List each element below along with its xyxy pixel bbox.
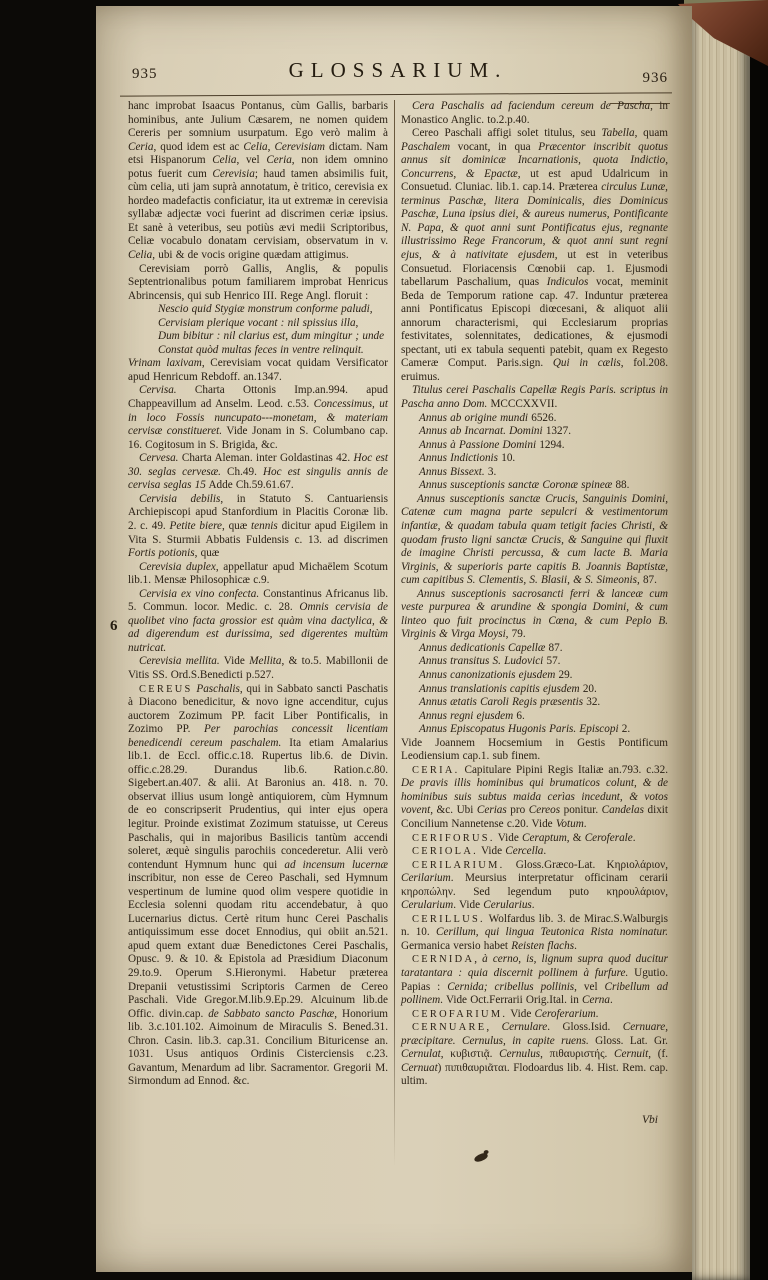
paragraph: CEREUS Paschalis, qui in Sabbato sancti Paschatis à Diacono benedicitur, & novo igne accenditur, cujus auctorem Zozimum PP. facit Liber Pontificalis, in Zozimo PP. Per parochias concessit licentiam benedicendi cereum paschalem. Ita etiam Amalarius lib.1. de Eccl. offic.c.18. Rupertus lib.6. de Divin. offic.c.28.29. Durandus lib.6. Ration.c.80. Sigebert.an.407. & alii. At Baronius an. 418. n. 70. observat illius usum longè antiquiorem, cùm Hymnum de eo conscripserit Prudentius, qui inter ejus opera legitur. Proinde existimat Zozimum statuisse, ut Cereus Paschalis, qui in majoribus Basilicis tantùm accendi soleret, æquè singulis parochiis concederetur. Alii verò contendunt Hymnum hunc qui ad incensum lucernæ inscribitur, non esse de Cereo Paschali, sed Hymnum vespertinum de lumine quod olim vespere quotidie in Ecclesia solenni quodam ritu accendebatur, à quo Lucernarius dictus. Certè ritum hunc Cerei Paschalis antiquissimum esse docet Ennodius, qui obiit an.521. apud quem extant duæ Benedictones Cerei Paschalis, Opusc. 9. & 10. & Epistola ad Præsidium Diaconum 29.to.9. Operum S.Hieronymi. Habetur præterea Drepanii vetustissimi Scriptoris Carmen de Cereo Paschali. Vide Gregor.M.lib.9.Ep.29. Alcuinum lib.de Offic. divin.cap. de Sabbato sancto Paschæ, Honorium lib. 3.c.101.102. Aimoinum de Miraculis S. Bened.31. Chron. Casin. lib.3. cap.31. Concilium Bituricense an. 1031. Usus antiquos Ordinis Cisterciensis c.23. Gavantum, Menardum ad libr. Sacramentor. Gregorii M. Sirmondum ad Ennod. &c. [128, 682, 388, 1088]
paragraph: Annus susceptionis sacrosancti ferri & lanceæ cum veste purpurea & arundine & spongia Domini, & cum linteo quo fuit procinctus in Cœna, & cum Peplo B. Virginis & Virga Moysi, 79. [401, 587, 668, 641]
paragraph: CERNUARE, Cernulare. Gloss.Isid. Cernuare, præcipitare. Cernulus, in capite ruens. Gloss. Lat. Gr. Cernulat, κυβιστιᾷ. Cernulus, πιθαυριστής. Cernuit, (f. Cernuat) πιπιθαυριᾶται. Flodoardus lib. 4. Hist. Rem. cap. ultim. [401, 1021, 668, 1088]
book-page [96, 6, 692, 1272]
paragraph: Annus regni ejusdem 6. [419, 709, 525, 722]
entry-headword: CERNIDA [412, 954, 475, 966]
paragraph: CERILARIUM. Gloss.Græco-Lat. Κηριολάριον, Cerilarium. Meursius interpretatur officinam cerarii κηροπώλην. Sed legendum puto κηρουλάριον, Cerularium. Vide Cerularius. [401, 858, 668, 912]
paragraph: Annus ætatis Caroli Regis præsentis 32. [419, 696, 601, 709]
paragraph: Cera Paschalis ad faciendum cereum de Pascha, in Monastico Anglic. to.2.p.40. [401, 100, 668, 126]
paragraph: Cerevisia duplex, appellatur apud Michaëlem Scotum lib.1. Mensæ Philosophicæ c.9. [128, 560, 388, 587]
paragraph: Annus susceptionis sanctæ Crucis, Sanguinis Domini, Catenæ cum magna parte sepulcri & vestimentorum infantiæ, & quadam tabula quam tetigit facies Christi, & quodam frusto ligni sanctæ Crucis, & Sanguine qui fluxit de imagine Christi percussa, & cum lacte B. Maria Virginis, & superioris parte capitis B. Joannis Baptistæ, cum capitibus S. Clementis, S. Blasii, & S. Simeonis, 87. [401, 492, 668, 587]
paragraph: Cervesa. Charta Aleman. inter Goldastinas 42. Hoc est 30. seglas cervesæ. Ch.49. Hoc est singulis annis de cervisa seglas 15 Adde Ch.59.61.67. [128, 452, 389, 492]
paragraph: Constat quòd multas feces in ventre relinquit. [158, 343, 364, 356]
paragraph: Annus canonizationis ejusdem 29. [419, 668, 573, 681]
paragraph: Annus dedicationis Capellæ 87. [419, 641, 563, 654]
paragraph: Cerevisia mellita. Vide Mellita, & to.5. Mabillonii de Vitis SS. Ord.S.Benedicti p.527. [128, 655, 388, 681]
page-number-right: 936 [642, 70, 668, 86]
paragraph: Cervisa. Charta Ottonis Imp.an.994. apud Chappeavillum ad Anselm. Leod. c.53. Concessimus, ut in loco Fossis nuncupato---monetam, & materiam cervisæ constitueret. Vide Jonam in S. Columbano cap. 16. Cogitosum in S. Brigida, &c. [128, 384, 389, 451]
entry-headword: CERNUARE [412, 1022, 487, 1034]
paragraph: Titulus cerei Paschalis Capellæ Regis Paris. scriptus in Pascha anno Dom. MCCCXXVII. [401, 384, 668, 411]
paragraph: Vide Joannem Hocsemium in Gestis Pontificum Leodiensium cap.1. sub finem. [401, 736, 668, 763]
left-column [128, 100, 388, 1178]
column-divider [394, 100, 395, 1166]
paragraph: Cerevisiam porrò Gallis, Anglis, & populis Septentrionalibus potum familiarem improbat Henricus Abrincensis, qui sub Henrico III. Rege Angl. floruit : [128, 262, 388, 302]
paragraph: CERNIDA, à cerno, is, lignum supra quod ducitur taratantara : quia discernit pollinem à furfure. Ugutio. Papias : Cernida; cribellus pollinis, vel Cribellum ad pollinem. Vide Oct.Ferrarii Orig.Ital. in Cerna. [401, 953, 668, 1007]
paragraph: Annus Bissext. 3. [419, 465, 497, 478]
entry-headword: CERILLUS. [412, 913, 485, 925]
entry-headword: CEROFARIUM. [412, 1008, 508, 1020]
paragraph: Annus transitus S. Ludovici 57. [419, 655, 561, 668]
paragraph: Cervisiam plerique vocant : nil spissius illa, [158, 316, 359, 329]
page-number-left: 935 [132, 66, 158, 82]
paragraph: hanc improbat Isaacus Pontanus, cùm Gallis, barbaris hominibus, ante Julium Cæsarem, ne nomen quidem Cereris per somnium usurpatum. Ego verò malim à Ceria, quod idem est ac Celia, Cerevisiam dictam. Nam etsi Hispanorum Celia, vel Ceria, non idem omnino potus fuerit cum Cerevisia; haud tamen absimilis fuit, cùm celia, uti jam suprà annotatum, è tritico, cerevisia ex hordeo madefactis conficiatur, ita ut extremæ in cerevisia syllabæ adjectæ voci fuerint ad discrimen ceriæ ipsius. Et sanè à veteribus, seu potiùs ævi medii Scriptoribus, Celiæ vocabulo donatam cervisiam, observatum in v. Celia, ubi & de vocis origine quædam attigimus. [128, 100, 389, 262]
paragraph: Annus Episcopatus Hugonis Paris. Episcopi 2. [419, 723, 631, 736]
paragraph: Annus susceptionis sanctæ Coronæ spineæ 88. [419, 479, 630, 492]
paragraph: CERILLUS. Wolfardus lib. 3. de Mirac.S.Walburgis n. 10. Cerillum, qui lingua Teutonica Rista nominatur. Germanica versio habet Reisten flachs. [401, 912, 668, 952]
paragraph: Vrinam laxivam, Cerevisiam vocat quidam Versificator apud Henricum Rebdoff. an.1347. [128, 357, 388, 383]
entry-headword: CERIOLA. [412, 846, 479, 858]
page-header [122, 58, 674, 88]
paragraph: Cereo Paschali affigi solet titulus, seu Tabella, quam Paschalem vocant, in qua Præcentor inscribit quotus annus sit dominicæ Incarnationis, quota Indictio, Concurrens, & Epactæ, ut est apud Udalricum in Consuetud. Cluniac. lib.1. cap.14. Præterea circulus Lunæ, terminus Paschæ, litera Dominicalis, dies Dominicus Paschæ, Luna ipsius diei, & aureus numerus, Pontificante N. Papa, & quot anni sunt Pontificatus ejus, regnante illustrissimo Rege Francorum, & quot anni sunt regni ejus, & à nativitate ejusdem, ut est in veteribus Consuetud. Floriacensis Cœnobii cap. 1. Ejusmodi tabellarum Paschalium, quas Indiculos vocat, meminit Beda de Temporum ratione cap. 47. Induntur præterea anni Pontificatus Episcopi diœcesani, & aliquot alii annorum characterismi, qui Ecclesiarum proprias festivitates, solennitates, dedicationes, & ejusmodi spectant, uti ex tabula sequenti patebit, quam ex Regesto Cameræ Comput. Paris.sign. Qui in cælis, fol.208. eruimus. [401, 127, 668, 383]
paragraph: CERIOLA. Vide Cercella. [412, 845, 547, 858]
paragraph: Annus translationis capitis ejusdem 20. [419, 682, 597, 695]
paragraph: Annus ab origine mundi 6526. [419, 411, 557, 424]
paragraph: Annus à Passione Domini 1294. [419, 438, 565, 451]
paragraph: Annus ab Incarnat. Domini 1327. [419, 425, 572, 438]
paragraph: CERIFORUS. Vide Ceraptum, & Ceroferale. [412, 831, 636, 844]
paragraph: Nescio quid Stygiæ monstrum conforme paludi, [158, 303, 373, 316]
paragraph: Annus Indictionis 10. [419, 452, 516, 465]
photo-border [750, 0, 768, 1280]
entry-headword: CERIFORUS. [412, 832, 495, 844]
entry-headword: CEREUS [139, 683, 193, 695]
margin-signature-mark: 6 [110, 618, 118, 634]
paragraph: Dum bibitur : nil clarius est, dum mingitur ; unde [158, 330, 385, 343]
paragraph: CEROFARIUM. Vide Ceroferarium. [412, 1007, 599, 1020]
right-column [401, 100, 668, 1178]
entry-headword: CERILARIUM. [412, 859, 505, 871]
paragraph: CERIA. Capitulare Pipini Regis Italiæ an.793. c.32. De pravis illis hominibus qui brumaticos colunt, & de hominibus suis subtus maida cerìas incedunt, & votos vovent, &c. Ubi Cerias pro Cereos ponitur. Candelas dixit Concilium Nannetense c.20. Vide Votum. [401, 763, 668, 830]
header-rule [120, 92, 672, 99]
catchword: Vbi [642, 1114, 658, 1126]
paragraph: Cervisia debilis, in Statuto S. Cantuariensis Archiepiscopi apud Stanfordium in Placitis Coronæ lib. 2. c. 49. Petite biere, quæ tennis dicitur apud Eigilem in Vita S. Sturmii Abbatis Fuldensis c. 13. ad discrimen Fortis potionis, quæ [128, 492, 389, 560]
paragraph: Cervisia ex vino confecta. Constantinus Africanus lib. 5. Commun. locor. Medic. c. 28. Omnis cervisia de quolibet vino facta grossior est quàm vina dactylica, & ad digerendum est durissima, sed digerentes multùm nutricat. [128, 587, 389, 654]
running-title: GLOSSARIUM. [288, 58, 508, 82]
page-edges [692, 0, 752, 1280]
text-columns [128, 100, 668, 1178]
entry-headword: CERIA. [412, 764, 460, 776]
